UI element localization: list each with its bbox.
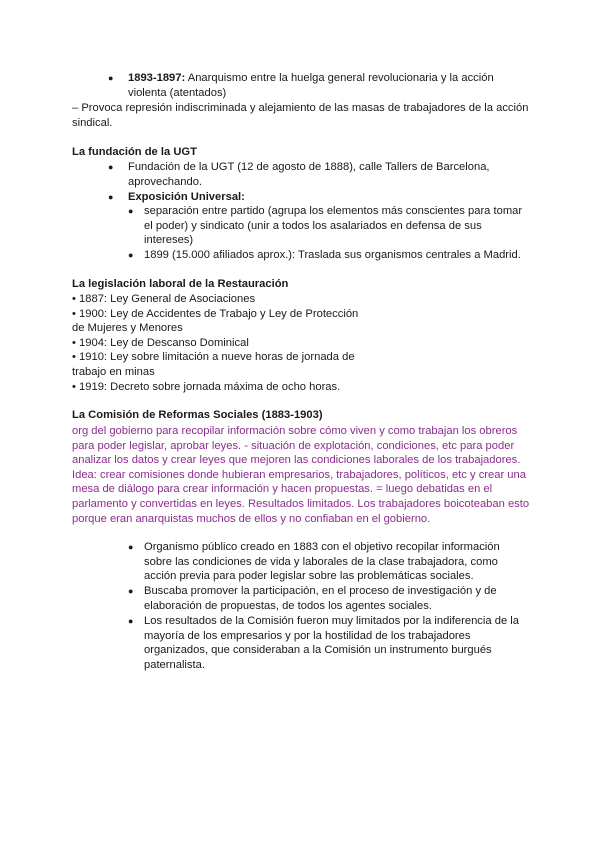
comision-note-line: analizar los datos y crear leyes que mejoren las condiciones laborales de los trabajadores. [72, 454, 521, 467]
comision-bullet-2 [128, 584, 568, 613]
bullet-icon: ● [128, 206, 134, 216]
bullet-icon: ● [128, 586, 134, 596]
bullet-icon: ● [128, 250, 134, 260]
ugt-subitem-1-line: el poder) y sindicato (unir a todos los asalariados en defensa de sus [144, 219, 482, 232]
ugt-subitem-2-text: 1899 (15.000 afiliados aprox.): Traslada sus organismos centrales a Madrid. [144, 249, 521, 261]
comision-heading: La Comisión de Reformas Sociales (1883-1903) [72, 409, 323, 421]
bullet-icon: ● [108, 192, 114, 202]
item-text: Anarquismo entre la huelga general revolucionaria y la acción [187, 72, 494, 84]
legislacion-line: de Mujeres y Menores [72, 322, 183, 335]
ugt-subitem-1 [128, 204, 568, 248]
comision-bullet-line: elaboración de propuestas, de todos los agentes sociales. [144, 599, 432, 612]
ugt-heading: La fundación de la UGT [72, 146, 197, 158]
legislacion-list [72, 292, 372, 394]
comision-note-line: para poder legislar, aprobar leyes. - situación de explotación, condiciones, etc para poder [72, 439, 515, 452]
bullet-icon: ● [108, 73, 114, 83]
ugt-item-2 [108, 190, 568, 205]
ugt-item-2-label: Exposición Universal: [128, 191, 245, 203]
ugt-item-1 [108, 160, 568, 189]
item-year: 1893-1897: [128, 72, 186, 84]
ugt-item-1-line: Fundación de la UGT (12 de agosto de 1888), calle Tallers de Barcelona, [128, 161, 490, 173]
anarquismo-note [72, 101, 592, 130]
note-line: sindical. [72, 116, 113, 129]
bullet-icon: ● [108, 162, 114, 172]
ugt-subitem-1-line: intereses) [144, 234, 194, 247]
comision-bullet-3 [128, 614, 568, 672]
comision-bullet-line: Organismo público creado en 1883 con el objetivo recopilar información [144, 541, 500, 553]
legislacion-line: • 1919: Decreto sobre jornada máxima de ocho horas. [72, 380, 341, 393]
comision-bullet-line: sobre las condiciones de vida y laborales de la clase trabajadora, como [144, 555, 498, 568]
bullet-icon: ● [128, 616, 134, 626]
anarquismo-item [108, 71, 548, 100]
comision-note-line: org del gobierno para recopilar información sobre cómo viven y como trabajan los obreros [72, 425, 518, 437]
comision-note-line: Idea: crear comisiones donde hubieran empresarios, trabajadores, políticos, etc y crear una [72, 468, 526, 481]
ugt-item-1-line: aprovechando. [128, 175, 203, 188]
comision-note-line: parlamento y convertidas en leyes. Resultados limitados. Los trabajadores boicoteaban esto [72, 497, 530, 510]
bullet-icon: ● [128, 542, 134, 552]
ugt-subitem-1-line: separación entre partido (agrupa los elementos más conscientes para tomar [144, 205, 523, 217]
comision-bullet-line: mayoría de los empresarios y por la hostilidad de los trabajadores [144, 629, 471, 642]
comision-bullet-line: paternalista. [144, 658, 205, 671]
note-line: – Provoca represión indiscriminada y alejamiento de las masas de trabajadores de la acción [72, 102, 529, 114]
comision-note [72, 424, 592, 526]
item-text-cont: violenta (atentados) [128, 86, 227, 99]
comision-bullet-line: organizados, que consideraban a la Comisión un instrumento burgués [144, 644, 492, 657]
comision-bullet-line: Los resultados de la Comisión fueron muy limitados por la indiferencia de la [144, 615, 519, 627]
legislacion-line: • 1904: Ley de Descanso Dominical [72, 336, 249, 349]
comision-bullet-line: Buscaba promover la participación, en el proceso de investigación y de [144, 585, 497, 597]
legislacion-heading: La legislación laboral de la Restauración [72, 278, 289, 290]
ugt-subitem-2 [128, 248, 588, 263]
comision-bullet-1 [128, 540, 568, 584]
comision-note-line: mesa de diálogo para crear información y hacen propuestas. = luego debatidas en el [72, 483, 493, 496]
legislacion-line: • 1910: Ley sobre limitación a nueve horas de jornada de [72, 351, 355, 364]
legislacion-line: • 1887: Ley General de Asociaciones [72, 293, 256, 305]
legislacion-line: • 1900: Ley de Accidentes de Trabajo y Ley de Protección [72, 307, 359, 320]
comision-bullet-line: acción previa para poder legislar sobre las problemáticas sociales. [144, 570, 474, 583]
comision-note-line: porque eran anarquistas muchos de ellos y no confiaban en el gobierno. [72, 512, 431, 525]
legislacion-line: trabajo en minas [72, 365, 155, 378]
